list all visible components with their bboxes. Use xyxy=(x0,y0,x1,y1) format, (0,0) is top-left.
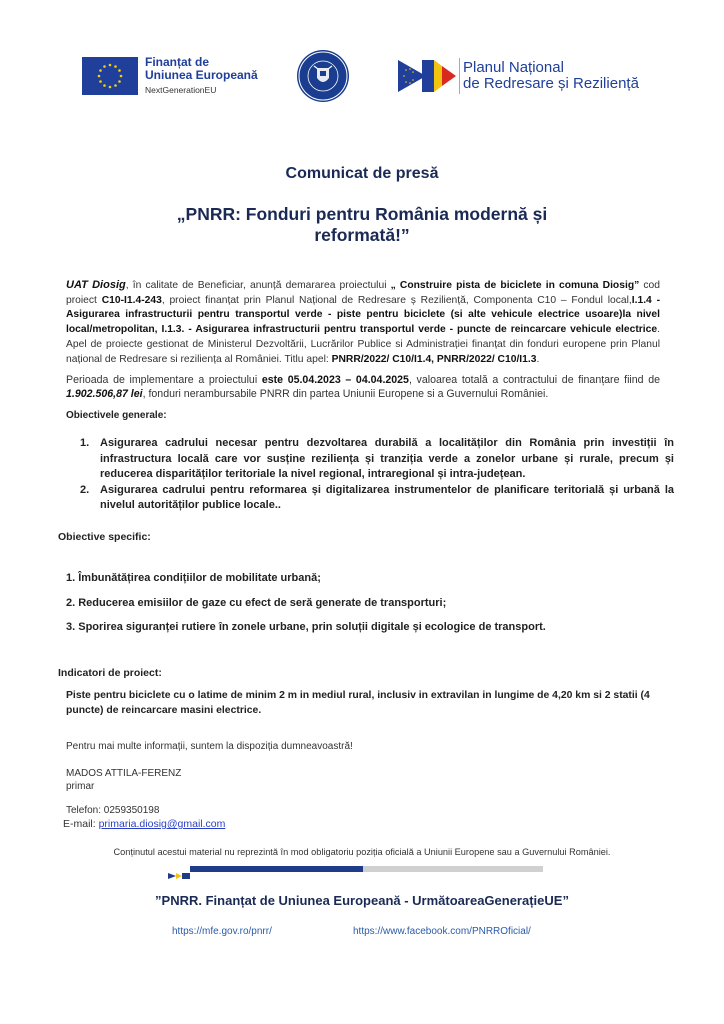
signatory-name: MADOS ATTILA-FERENZ xyxy=(66,768,182,779)
mfe-link[interactable]: https://mfe.gov.ro/pnrr/ xyxy=(172,926,272,937)
specific-objective-item: 2. Reducerea emisiilor de gaze cu efect de seră generate de transporturi; xyxy=(66,597,447,609)
eu-logo-line1: Finanțat de xyxy=(145,55,210,69)
item-text: Asigurarea cadrului necesar pentru dezvoltarea durabilă a localităților din România prin investiții în infrastructura locală care vor susține reziliența și tranziția verde a zonelor urbane și rurale, precum și reducerea disparităților teritoriale la nivel regional, intraregional și intra-județean. xyxy=(100,437,674,481)
general-objectives-list xyxy=(80,436,674,514)
call-title: PNRR/2022/ C10/I1.4, PNRR/2022/ C10/I1.3 xyxy=(331,353,537,365)
contract-amount: 1.902.506,87 lei xyxy=(66,388,143,401)
email-link[interactable]: primaria.diosig@gmail.com xyxy=(98,818,226,830)
item-number: 2. xyxy=(80,483,90,496)
specific-objective-item: 3. Sporirea siguranței rutiere în zonele urbane, prin soluții digitale și ecologice de transport. xyxy=(66,621,546,633)
footer-bar-blue xyxy=(190,866,363,872)
romanian-government-seal-icon xyxy=(297,50,349,102)
page-subtitle: „PNRR: Fonduri pentru România modernă și reformată!” xyxy=(176,204,548,245)
period-paragraph xyxy=(66,373,660,402)
period-text-3: , fonduri nerambursabile PNRR din partea Uniunii Europene si a Guvernului României. xyxy=(142,388,549,401)
beneficiary-name: UAT Diosig xyxy=(66,279,126,291)
page-title: Comunicat de presă xyxy=(285,165,439,182)
facebook-link[interactable]: https://www.facebook.com/PNRROficial/ xyxy=(353,926,531,937)
intro-text-1: , în calitate de Beneficiar, anunță demararea proiectului xyxy=(125,280,391,291)
pnrr-logo-line2: de Redresare și Reziliență xyxy=(463,75,639,92)
general-objective-item xyxy=(80,483,674,514)
specific-objectives-label: Obiective specific: xyxy=(58,531,151,543)
pnrr-logo-line1: Planul Național xyxy=(463,59,564,76)
investments: I.1.4 - Asigurarea infrastructurii pentru transportul verde - piste pentru biciclete (si alte vehicule electrice usoare)la nivel local/metropolitan, I.1.3. - Asigurarea infrastructurii pentru transportul verde - puncte de reincarcare vehicule electrice xyxy=(66,294,660,336)
footer-slogan: ”PNRR. Finanțat de Uniunea Europeană - UrmătoareaGenerațieUE” xyxy=(155,893,569,908)
intro-text-3: , proiect finanțat prin Planul Național de Redresare ș Reziliență, Componenta C10 – Fondul local, xyxy=(161,294,632,306)
specific-objective-item: 1. Îmbunătățirea condițiilor de mobilitate urbană; xyxy=(66,572,321,584)
general-objective-item xyxy=(80,436,674,483)
period-text-2: , valoarea totală a contractului de finanțare fiind de xyxy=(408,374,660,386)
indicators-text: Piste pentru biciclete cu o latime de minim 2 m in mediul rural, inclusiv in extravilan in lungime de 4,20 km si 2 statii (4 puncte) de reincarcare masini electrice. xyxy=(66,690,650,716)
phone-number: Telefon: 0259350198 xyxy=(66,805,160,816)
more-info-text: Pentru mai multe informații, suntem la dispoziția dumneavoastră! xyxy=(66,741,353,752)
general-objectives-label: Obiectivele generale: xyxy=(66,410,167,421)
intro-paragraph xyxy=(66,278,660,367)
footer-bar-grey xyxy=(363,866,543,872)
eu-logo-line3: NextGenerationEU xyxy=(145,85,217,95)
email-line xyxy=(63,818,225,830)
pnrr-arrows-icon xyxy=(398,60,458,92)
indicators-label: Indicatori de proiect: xyxy=(58,667,162,679)
item-number: 1. xyxy=(80,437,90,449)
email-label: E-mail: xyxy=(63,818,99,830)
disclaimer-text: Conținutul acestui material nu reprezintă în mod obligatoriu poziția oficială a Uniunii Europene sau a Guvernului României. xyxy=(113,847,611,857)
eu-flag-icon xyxy=(82,57,138,95)
project-code: C10-I1.4-243 xyxy=(101,294,162,306)
period-text-1: Perioada de implementare a proiectului xyxy=(66,374,262,386)
signatory-role: primar xyxy=(66,781,95,792)
pnrr-logo-text xyxy=(463,60,639,92)
eu-funding-logo-text xyxy=(145,56,258,97)
eu-logo-line2: Uniunea Europeană xyxy=(145,68,258,82)
implementation-dates: este 05.04.2023 – 04.04.2025 xyxy=(261,374,409,386)
item-text: Asigurarea cadrului pentru reformarea și digitalizarea instrumentelor de planificare teritorială și urbană la nivelul autorităților publice locale.. xyxy=(100,483,674,512)
intro-text-4: . Apel de proiecte gestionat de Ministerul Dezvoltării, Lucrărilor Publice si Administrației finanțat din fonduri europene prin Planul național de Redresare si reziliența al României. Titlu apel: xyxy=(66,324,660,365)
intro-text-2: cod proiect xyxy=(66,280,660,306)
project-name: „ Construire pista de biciclete in comuna Diosig” xyxy=(390,280,640,291)
logo-divider xyxy=(459,58,460,94)
intro-text-5: . xyxy=(536,353,540,365)
